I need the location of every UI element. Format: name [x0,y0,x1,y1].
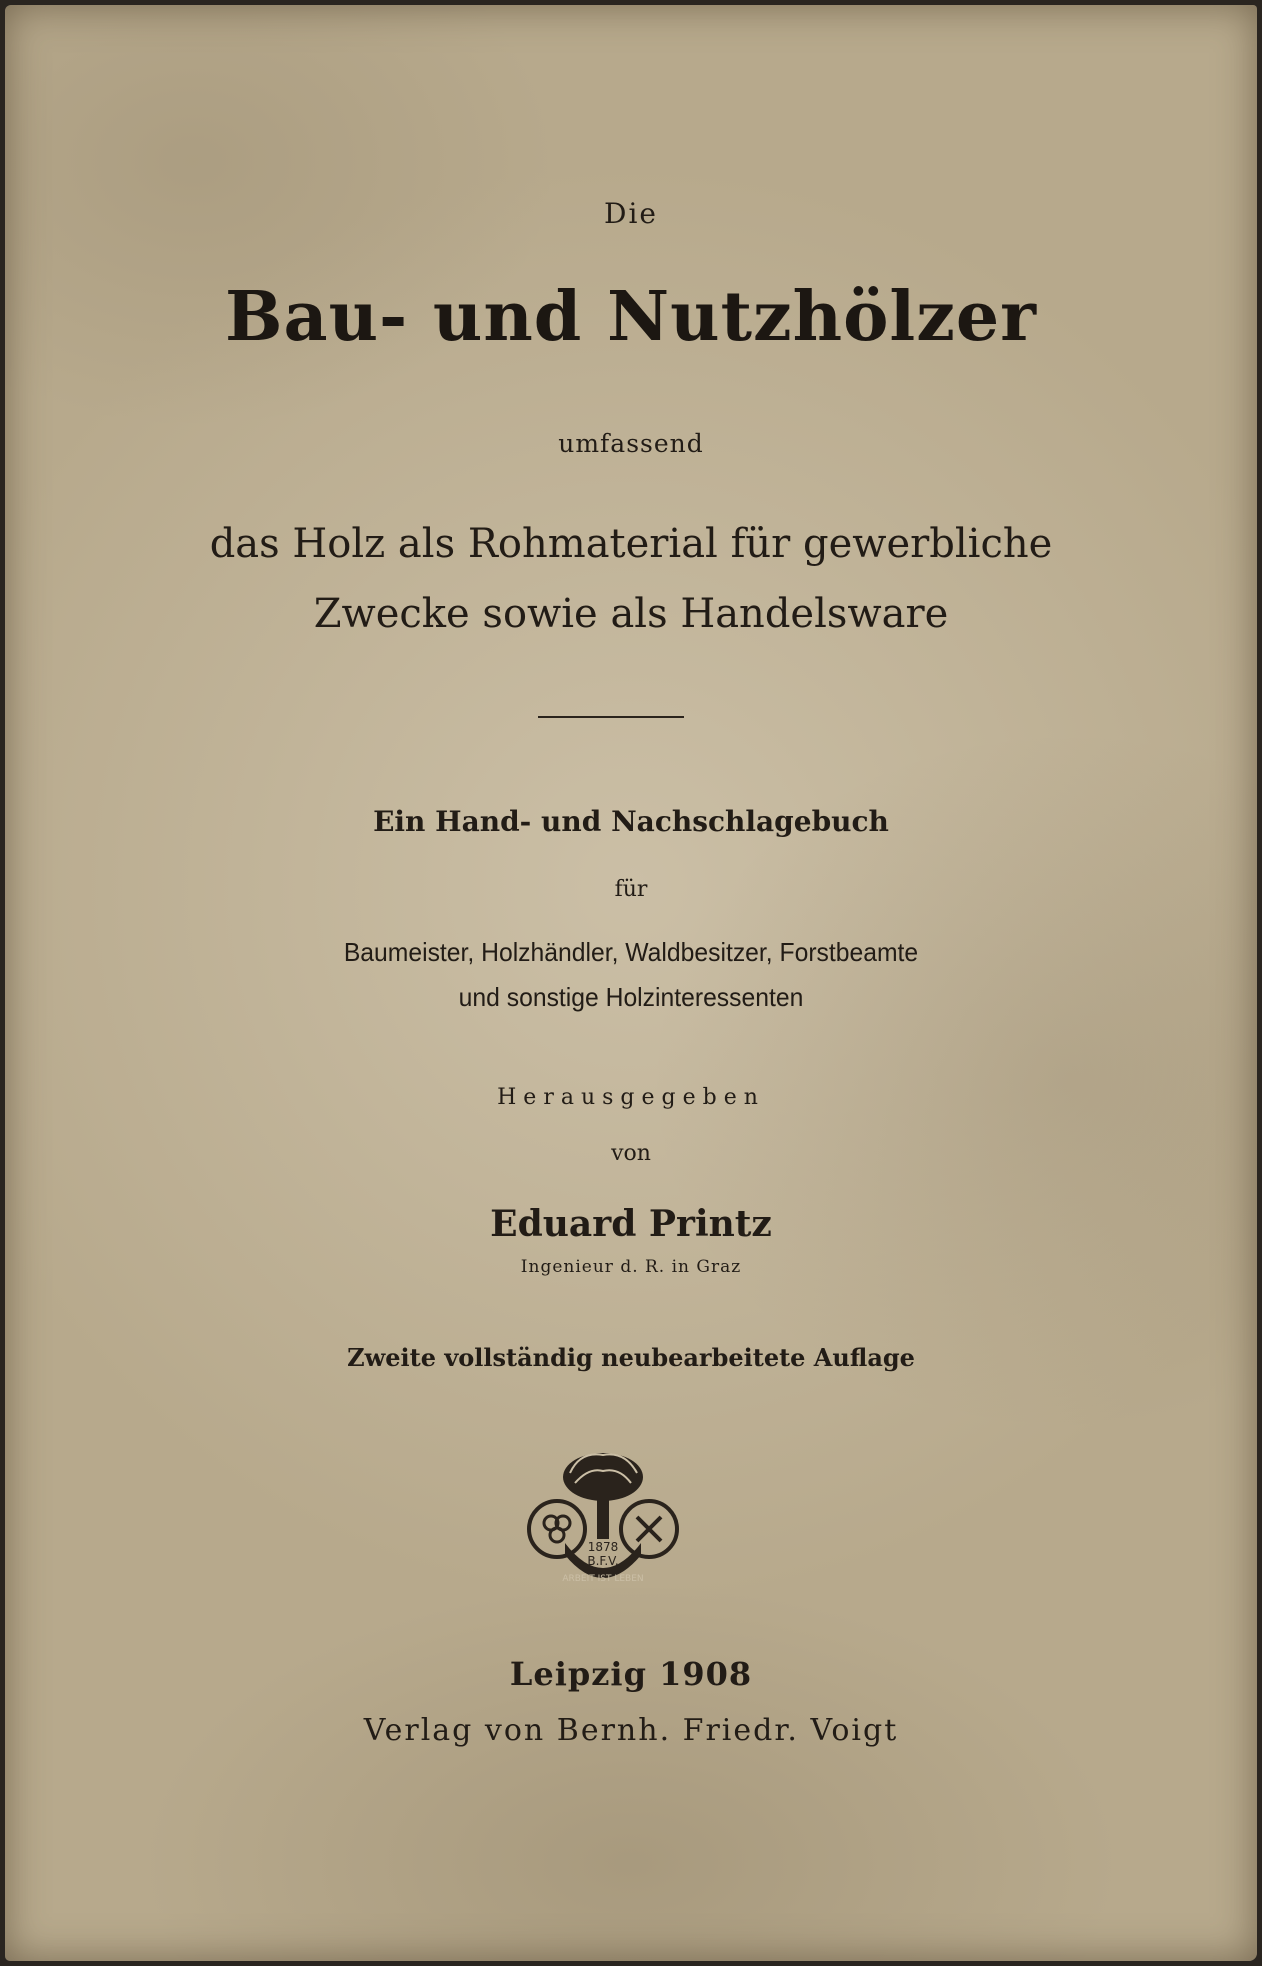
emblem-motto-text: ARBEIT IST LEBEN [562,1574,644,1584]
divider-rule [538,716,684,718]
author-name: Eduard Printz [490,1203,772,1245]
publisher-emblem-icon [525,1443,681,1591]
place-year: Leipzig 1908 [509,1655,753,1693]
audience-line-1: Baumeister, Holzhändler, Waldbesitzer, Forstbeamte [343,937,919,967]
von-text: von [611,1141,651,1166]
umfassend-text: umfassend [558,429,704,458]
main-title: Bau- und Nutzhölzer [225,277,1037,357]
subtitle-line-1: das Holz als Rohmaterial für gewerbliche [209,521,1053,567]
book-type: Ein Hand- und Nachschlagebuch [373,805,889,838]
herausgegeben-text: Herausgegeben [497,1085,765,1110]
publisher-name: Verlag von Bernh. Friedr. Voigt [363,1713,899,1748]
subtitle-line-2: Zwecke sowie als Handelsware [313,591,949,637]
fuer-text: für [614,877,648,902]
edition-text: Zweite vollständig neubearbeitete Auflage [347,1343,915,1372]
author-title: Ingenieur d. R. in Graz [520,1257,742,1277]
emblem-top-text: 1878 [587,1540,619,1554]
title-article: Die [604,197,658,230]
emblem-middle-text: B.F.V. [587,1554,619,1568]
book-cover [5,5,1257,1961]
audience-line-2: und sonstige Holzinteressenten [458,982,804,1012]
